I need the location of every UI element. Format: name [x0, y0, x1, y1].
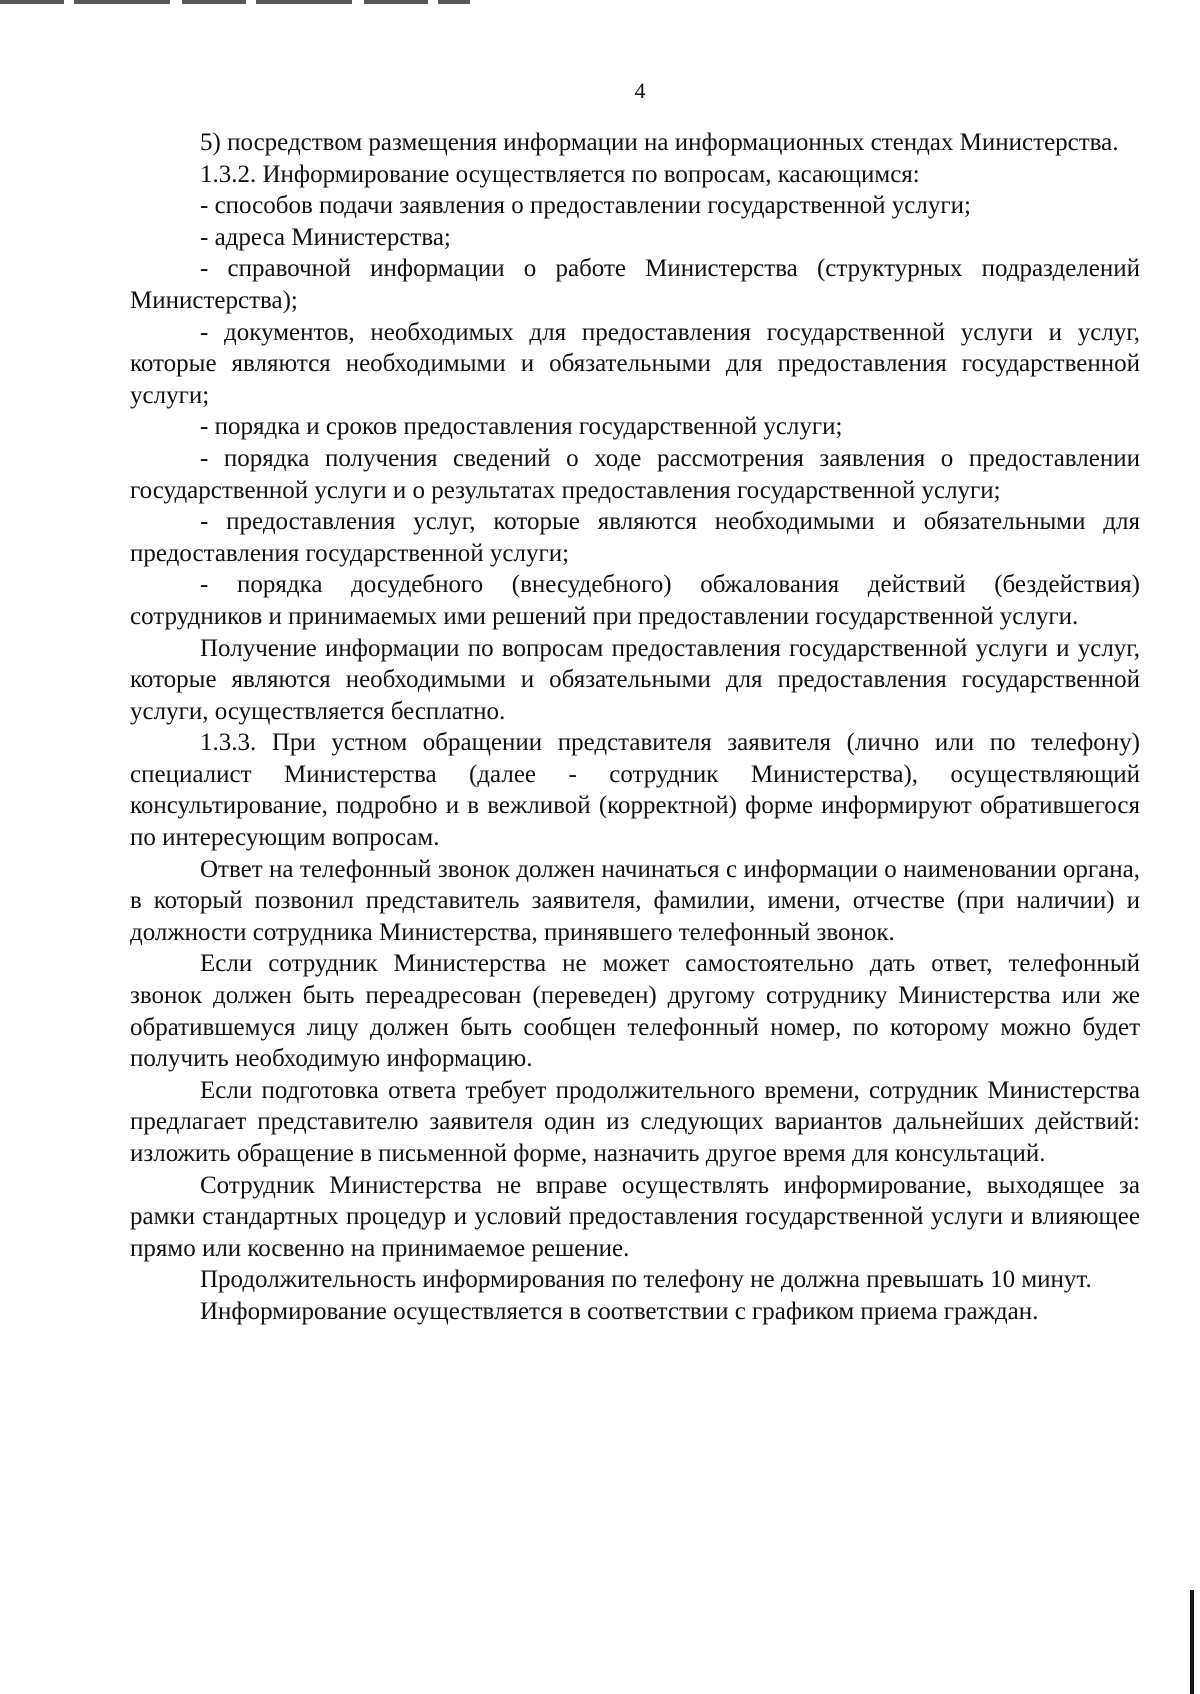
paragraph: Получение информации по вопросам предоставления государственной услуги и услуг, которые являются необходимыми и обязательными для предоставления государственной услуги, осуществляется бесплатно. — [130, 634, 1140, 725]
paragraph: Если подготовка ответа требует продолжительного времени, сотрудник Министерства предлагает представителю заявителя один из следующих вариантов дальнейших действий: изложить обращение в письменной форме, назначить другое время для консультаций. — [130, 1076, 1140, 1167]
scan-edge-artifact — [0, 0, 470, 4]
paragraph: Ответ на телефонный звонок должен начинаться с информации о наименовании органа, в который позвонил представитель заявителя, фамилии, имени, отчестве (при наличии) и должности сотрудника Министерства, принявшего телефонный звонок. — [130, 855, 1140, 946]
paragraph: 1.3.2. Информирование осуществляется по вопросам, касающимся: — [200, 160, 920, 188]
list-item: - порядка досудебного (внесудебного) обжалования действий (бездействия) сотрудников и принимаемых ими решений при предоставлении государственной услуги. — [130, 571, 1140, 630]
paragraph: Информирование осуществляется в соответствии с графиком приема граждан. — [200, 1297, 1039, 1325]
list-item: - порядка получения сведений о ходе рассмотрения заявления о предоставлении государственной услуги и о результатах предоставления государственной услуги; — [130, 444, 1140, 504]
page-number: 4 — [634, 78, 646, 103]
scan-border-line — [1190, 1590, 1194, 1694]
paragraph: Продолжительность информирования по телефону не должна превышать 10 минут. — [200, 1266, 1092, 1294]
list-item: - адреса Министерства; — [200, 223, 451, 251]
document-body — [130, 127, 1140, 1328]
list-item: - документов, необходимых для предоставления государственной услуги и услуг, которые являются необходимыми и обязательными для предоставления государственной услуги; — [130, 318, 1140, 409]
list-item: - способов подачи заявления о предоставлении государственной услуги; — [200, 192, 971, 220]
paragraph: Если сотрудник Министерства не может самостоятельно дать ответ, телефонный звонок должен быть переадресован (переведен) другому сотруднику Министерства или же обратившемуся лицу должен быть сообщен телефонный номер, по которому можно будет получить необходимую информацию. — [130, 950, 1140, 1073]
paragraph: 1.3.3. При устном обращении представителя заявителя (лично или по телефону) специалист Министерства (далее - сотрудник Министерства), осуществляющий консультирование, подробно и в вежливой (корректной) форме информируют обратившегося по интересующим вопросам. — [130, 729, 1140, 852]
paragraph: 5) посредством размещения информации на информационных стендах Министерства. — [200, 129, 1119, 156]
list-item: - порядка и сроков предоставления государственной услуги; — [200, 413, 843, 441]
list-item: - предоставления услуг, которые являются необходимыми и обязательными для предоставления государственной услуги; — [130, 508, 1140, 567]
list-item: - справочной информации о работе Министерства (структурных подразделений Министерства); — [130, 255, 1140, 314]
paragraph: Сотрудник Министерства не вправе осуществлять информирование, выходящее за рамки стандартных процедур и условий предоставления государственной услуги и влияющее прямо или косвенно на принимаемое решение. — [130, 1171, 1140, 1262]
